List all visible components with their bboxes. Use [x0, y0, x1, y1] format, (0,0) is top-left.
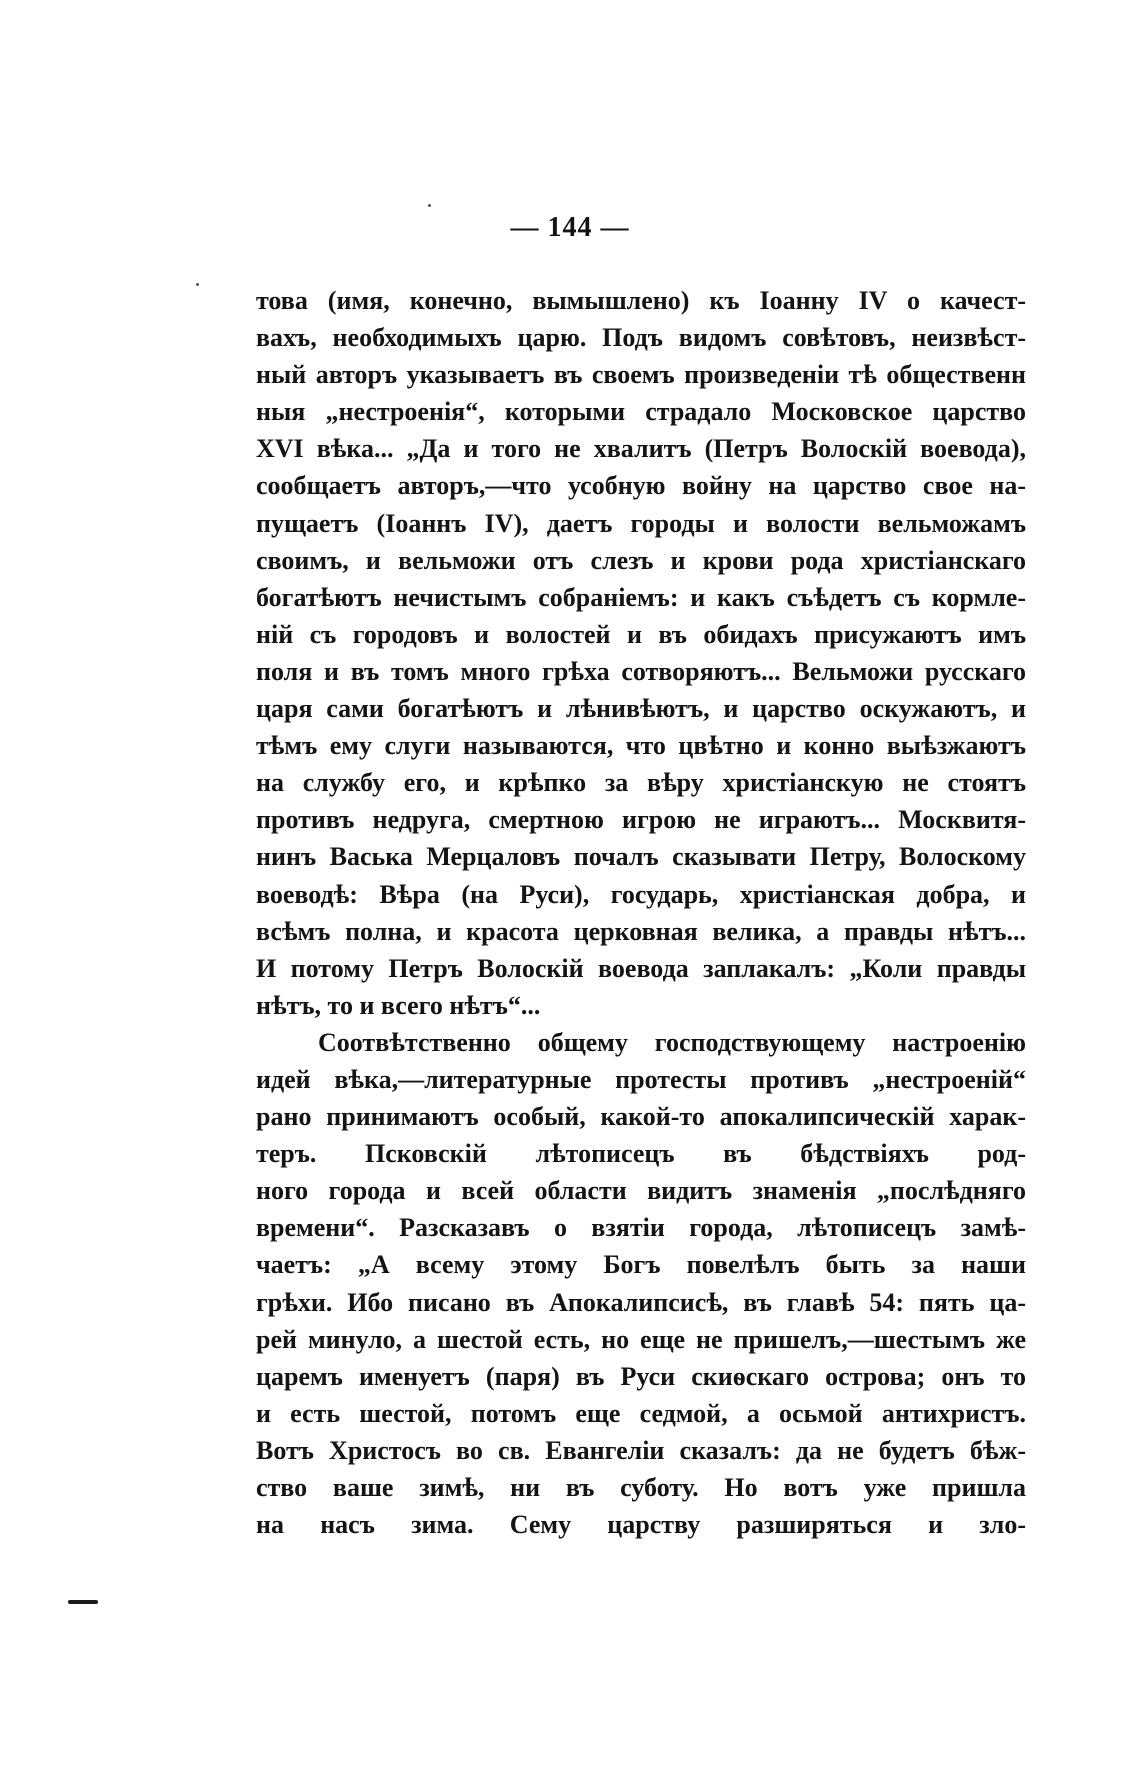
text-line: вахъ, необходимыхъ царю. Подъ видомъ совѣтовъ, неизвѣст- — [256, 323, 1026, 353]
text-line: своимъ, и вельможи отъ слезъ и крови рода христіанскаго — [256, 545, 1026, 575]
text-line: грѣхи. Ибо писано въ Апокалипсисѣ, въ главѣ 54: пять ца- — [256, 1287, 1026, 1317]
text-line: тѣмъ ему слуги называются, что цвѣтно и конно выѣзжаютъ — [256, 731, 1026, 761]
text-line: И потому Петръ Волоскій воевода заплакалъ: „Коли правды — [256, 953, 1026, 983]
text-line: царя сами богатѣютъ и лѣнивѣютъ, и царство оскужаютъ, и — [256, 694, 1026, 724]
text-line: ство ваше зимѣ, ни въ суботу. Но вотъ уже пришла — [256, 1473, 1026, 1502]
text-line: идей вѣка,—литературные протесты противъ „нестроеній“ — [256, 1064, 1026, 1094]
text-line: всѣмъ полна, и красота церковная велика, а правды нѣтъ... — [256, 916, 1026, 946]
text-line: XVI вѣка... „Да и того не хвалитъ (Петръ Волоскій воевода), — [256, 434, 1026, 464]
text-line: ній съ городовъ и волостей и въ обидахъ присужаютъ имъ — [256, 619, 1026, 649]
text-line: противъ недруга, смертною игрою не играютъ... Москвитя- — [256, 805, 1026, 835]
text-line: рей минуло, а шестой есть, но еще не пришелъ,—шестымъ же — [256, 1324, 1026, 1354]
text-line: поля и въ томъ много грѣха сотворяютъ... Вельможи русскаго — [256, 656, 1026, 686]
text-line: рано принимаютъ особый, какой-то апокалипсическій харак- — [256, 1102, 1026, 1132]
body-text — [256, 282, 1026, 1543]
text-line: и есть шестой, потомъ еще седмой, а осьмой антихристъ. — [256, 1398, 1026, 1428]
text-line: ныя „нестроенія“, которыми страдало Московское царство — [256, 397, 1026, 427]
text-line: воеводѣ: Вѣра (на Руси), государь, христіанская добра, и — [256, 879, 1026, 909]
text-line: нинъ Васька Мерцаловъ почалъ сказывати Петру, Волоскому — [256, 842, 1026, 872]
paragraph-start-line: Соотвѣтственно общему господствующему настроенію — [318, 1027, 1026, 1057]
text-line: това (имя, конечно, вымышлено) къ Іоанну IV о качест- — [256, 286, 1026, 315]
text-line: теръ. Псковскій лѣтописецъ въ бѣдствіяхъ род- — [256, 1139, 1026, 1169]
text-line: на насъ зима. Сему царству разширяться и зло- — [256, 1510, 1026, 1540]
text-line: сообщаетъ авторъ,—что усобную войну на царство свое на- — [256, 471, 1026, 501]
scan-mark — [68, 1600, 98, 1604]
text-line: пущаетъ (Іоаннъ IV), даетъ городы и волости вельможамъ — [256, 508, 1026, 538]
scan-speck — [196, 283, 199, 286]
text-line: ного города и всей области видитъ знаменія „послѣдняго — [256, 1176, 1026, 1206]
text-line: богатѣютъ нечистымъ собраніемъ: и какъ съѣдетъ съ кормле- — [256, 582, 1026, 612]
text-line: ный авторъ указываетъ въ своемъ произведеніи тѣ общественн — [256, 360, 1026, 390]
text-line: Вотъ Христосъ во св. Евангеліи сказалъ: да не будетъ бѣж- — [256, 1435, 1026, 1465]
paragraph-end-line: нѣтъ, то и всего нѣтъ“... — [256, 990, 541, 1020]
text-line: чаетъ: „А всему этому Богъ повелѣлъ быть за наши — [256, 1250, 1026, 1280]
text-line: царемъ именуетъ (паря) въ Руси скиѳскаго острова; онъ то — [256, 1361, 1026, 1391]
text-line: времени“. Разсказавъ о взятіи города, лѣтописецъ замѣ- — [256, 1213, 1026, 1243]
scan-speck — [428, 204, 431, 207]
text-line: на службу его, и крѣпко за вѣру христіанскую не стоятъ — [256, 768, 1026, 798]
page-number: — 144 — — [510, 212, 630, 243]
